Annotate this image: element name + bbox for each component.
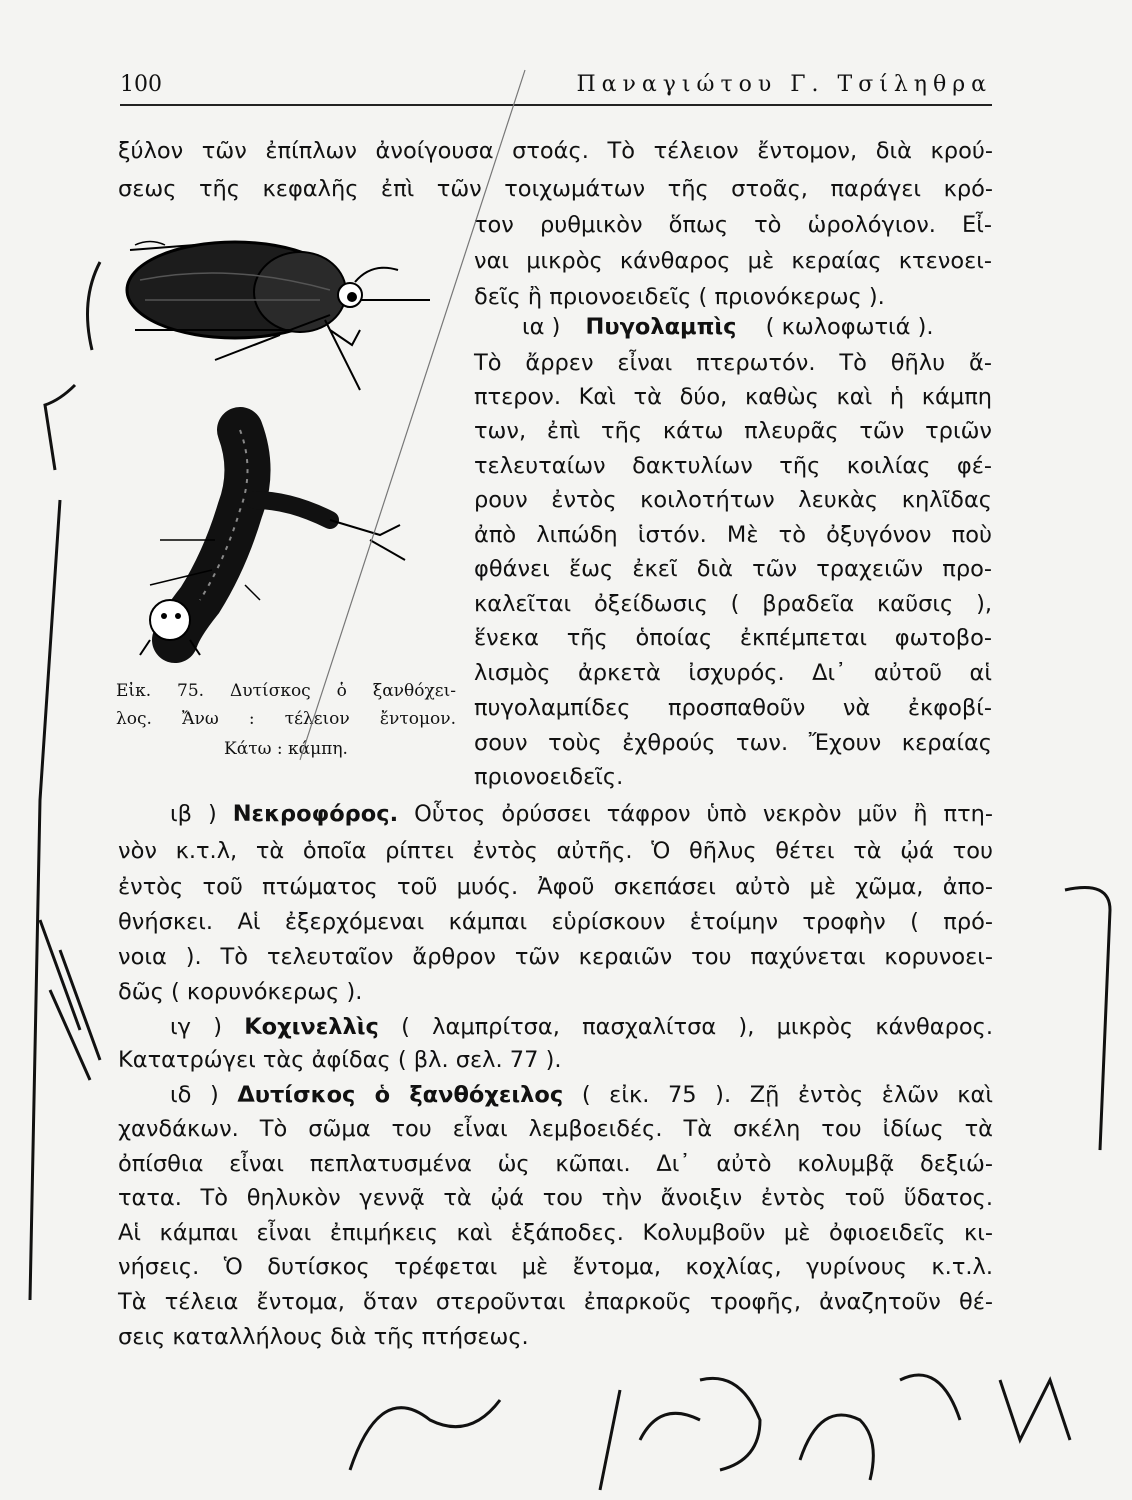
text-line: καλεῖται ὀξείδωσις ( βραδεῖα καῦσις ), xyxy=(474,591,992,617)
text-line: ναι μικρὸς κάνθαρος μὲ κεραίας κτενοει- xyxy=(474,248,992,274)
text-line: των, ἐπὶ τῆς κάτω πλευρᾶς τῶν τριῶν xyxy=(474,418,992,444)
text-line: φθάνει ἕως ἐκεῖ διὰ τῶν τραχειῶν προ- xyxy=(474,556,992,582)
entry-term: Κοχινελλὶς xyxy=(244,1014,379,1040)
text-line: τον ρυθμικὸν ὅπως τὸ ὡρολόγιον. Εἶ- xyxy=(474,212,992,238)
entry-rest: Οὗτος ὀρύσσει τάφρον ὑπὸ νεκρὸν μῦν ἢ πτη- xyxy=(414,801,993,827)
entry-rest: ( λαμπρίτσα, πασχαλίτσα ), μικρὸς κάνθαρος. xyxy=(401,1014,993,1040)
text-line: τελευταίων δακτυλίων τῆς κοιλίας φέ- xyxy=(474,453,992,479)
pencil-line xyxy=(300,70,525,760)
text-line: Αἱ κάμπαι εἶναι ἐπιμήκεις καὶ ἑξάποδες. Κολυμβοῦν μὲ ὀφιοειδεῖς κι- xyxy=(118,1220,993,1246)
figure-caption-line: λος. Ἄνω : τέλειον ἔντομον. xyxy=(116,709,456,729)
entry-prefix: ια ) xyxy=(522,314,561,340)
text-line: δῶς ( κορυνόκερως ). xyxy=(118,979,363,1005)
text-line: Τὸ ἄρρεν εἶναι πτερωτόν. Τὸ θῆλυ ἄ- xyxy=(474,350,992,376)
text-line: σεις καταλλήλους διὰ τῆς πτήσεως. xyxy=(118,1324,529,1350)
text-line: Τὰ τέλεια ἔντομα, ὅταν στεροῦνται ἐπαρκοῦς τροφῆς, ἀναζητοῦν θέ- xyxy=(118,1289,993,1315)
text-line: ρουν ἐντὸς κοιλοτήτων λευκὰς κηλῖδας xyxy=(474,487,992,513)
entry-prefix: ιδ ) xyxy=(170,1082,219,1108)
entry-term: Δυτίσκος ὁ ξανθόχειλος xyxy=(237,1082,564,1108)
text-line: λισμὸς ἀρκετὰ ἰσχυρός. Δι᾽ αὐτοῦ αἱ xyxy=(474,660,992,686)
entry-term: Πυγολαμπὶς xyxy=(585,314,737,340)
entry-prefix: ιγ ) xyxy=(170,1014,222,1040)
beetle-illustration xyxy=(127,242,430,391)
text-line: ἀπὸ λιπώδη ἱστόν. Μὲ τὸ ὀξυγόνον ποὺ xyxy=(474,522,992,548)
text-line: τατα. Τὸ θηλυκὸν γεννᾷ τὰ ᾠά του τὴν ἄνοιξιν ἐντὸς τοῦ ὕδατος. xyxy=(118,1185,993,1211)
text-line: σουν τοὺς ἐχθρούς των. Ἔχουν κεραίας xyxy=(474,730,992,756)
entry-rest: ( εἰκ. 75 ). Ζῇ ἐντὸς ἑλῶν καὶ xyxy=(581,1082,993,1108)
text-line: πτερον. Καὶ τὰ δύο, καθὼς καὶ ἡ κάμπη xyxy=(474,384,992,410)
page-number: 100 xyxy=(120,72,162,97)
entry-term: Νεκροφόρος. xyxy=(232,801,399,827)
margin-handwriting xyxy=(30,262,1110,1490)
running-title: Παναγιώτου Γ. Τσίληθρα xyxy=(576,72,992,97)
larva-illustration xyxy=(140,430,405,655)
entry-prefix: ιβ ) xyxy=(170,801,217,827)
figure-caption-line: Κάτω : κάμπη. xyxy=(224,739,348,759)
text-line: νήσεις. Ὁ δυτίσκος τρέφεται μὲ ἔντομα, κοχλίας, γυρίνους κ.τ.λ. xyxy=(118,1254,993,1280)
text-line: νοια ). Τὸ τελευταῖον ἄρθρον τῶν κεραιῶν του παχύνεται κορυνοει- xyxy=(118,944,993,970)
text-line: πυγολαμπίδες προσπαθοῦν νὰ ἐκφοβί- xyxy=(474,695,992,721)
text-line: ξύλον τῶν ἐπίπλων ἀνοίγουσα στοάς. Τὸ τέλειον ἔντομον, διὰ κρού- xyxy=(118,138,993,164)
text-line: θνήσκει. Αἱ ἐξερχόμεναι κάμπαι εὑρίσκουν ἑτοίμην τροφὴν ( πρό- xyxy=(118,909,993,935)
text-line: σεως τῆς κεφαλῆς ἐπὶ τῶν τοιχωμάτων τῆς στοᾶς, παράγει κρό- xyxy=(118,176,993,202)
text-line: ἐντὸς τοῦ πτώματος τοῦ μυός. Ἀφοῦ σκεπάσει αὐτὸ μὲ χῶμα, ἀπο- xyxy=(118,874,993,900)
text-line: νὸν κ.τ.λ, τὰ ὁποῖα ρίπτει ἐντὸς αὐτῆς. Ὁ θῆλυς θέτει τὰ ᾠά του xyxy=(118,838,993,864)
text-line: ἕνεκα τῆς ὁποίας ἐκπέμπεται φωτοβο- xyxy=(474,625,992,651)
text-line: πριονοειδεῖς. xyxy=(474,764,624,790)
text-line: ὀπίσθια εἶναι πεπλατυσμένα ὡς κῶπαι. Δι᾽ αὐτὸ κολυμβᾷ δεξιώ- xyxy=(118,1151,993,1177)
text-line: δεῖς ἢ πριονοειδεῖς ( πριονόκερως ). xyxy=(474,284,885,310)
entry-rest: ( κωλοφωτιά ). xyxy=(765,314,934,340)
text-line: Κατατρώγει τὰς ἀφίδας ( βλ. σελ. 77 ). xyxy=(118,1047,562,1073)
figure-caption-line: Εἰκ. 75. Δυτίσκος ὁ ξανθόχει- xyxy=(116,681,456,701)
text-line: χανδάκων. Τὸ σῶμα του εἶναι λεμβοειδές. Τὰ σκέλη του ἰδίως τὰ xyxy=(118,1116,993,1142)
